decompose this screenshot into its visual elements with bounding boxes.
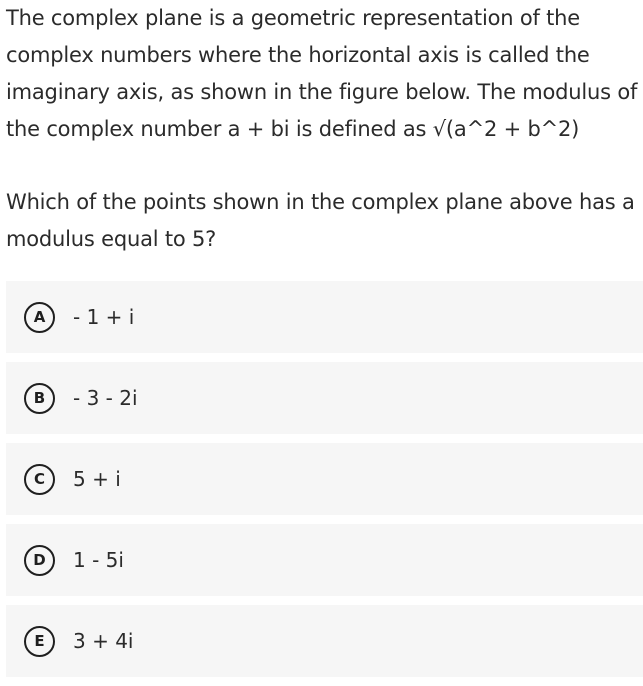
question-text	[6, 0, 640, 258]
choice-c[interactable]	[6, 443, 643, 515]
choice-e[interactable]	[6, 605, 643, 677]
choice-letter-d: D	[24, 545, 55, 576]
choice-text-c: 5 + i	[73, 467, 121, 491]
choice-letter-e: E	[24, 626, 55, 657]
question-prompt: Which of the points shown in the complex plane above has a modulus equal to 5?	[6, 190, 635, 251]
choice-letter-b: B	[24, 383, 55, 414]
answer-choices	[6, 281, 643, 686]
choice-d[interactable]	[6, 524, 643, 596]
choice-text-d: 1 - 5i	[73, 548, 124, 572]
choice-text-b: - 3 - 2i	[73, 386, 138, 410]
choice-text-e: 3 + 4i	[73, 629, 134, 653]
question-intro: The complex plane is a geometric representation of the complex numbers where the horizontal axis is called the imaginary axis, as shown in the figure below. The modulus of the complex number a + bi is defined as √(a^2 + b^2)	[6, 6, 638, 141]
choice-letter-c: C	[24, 464, 55, 495]
choice-text-a: - 1 + i	[73, 305, 135, 329]
choice-b[interactable]	[6, 362, 643, 434]
choice-letter-a: A	[24, 302, 55, 333]
choice-a[interactable]	[6, 281, 643, 353]
